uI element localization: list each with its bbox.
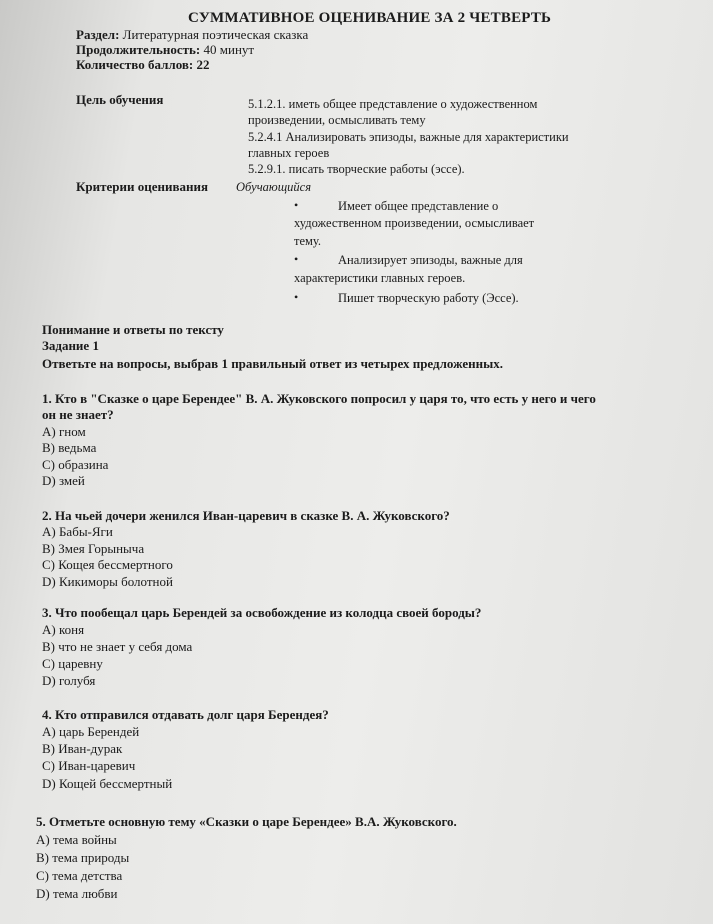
duration-line <box>76 42 254 58</box>
answer-option: C) царевну <box>42 656 103 671</box>
points-label: Количество баллов: <box>76 57 194 72</box>
section-line <box>76 27 308 43</box>
objective-line: 5.2.9.1. писать творческие работы (эссе). <box>248 162 465 176</box>
bullet-icon: • <box>294 290 299 304</box>
points-value: 22 <box>196 57 210 72</box>
points-line <box>76 57 209 73</box>
duration-value: 40 минут <box>203 42 255 57</box>
objective-line: главных героев <box>248 146 330 160</box>
answer-option: B) Змея Горыныча <box>42 541 145 556</box>
answer-option: C) Иван-царевич <box>42 758 136 773</box>
answer-option: A) тема войны <box>36 832 117 847</box>
answer-option: A) царь Берендей <box>42 724 140 739</box>
answer-option: C) образина <box>42 457 109 472</box>
answer-option: D) Кикиморы болотной <box>42 574 173 589</box>
section-value: Литературная поэтическая сказка <box>122 27 309 42</box>
duration-label: Продолжительность: <box>76 42 201 57</box>
criterion-line: Имеет общее представление о <box>338 199 499 213</box>
answer-option: A) Бабы-Яги <box>42 524 113 539</box>
criterion-line: тему. <box>294 234 322 248</box>
bullet-icon: • <box>294 252 299 266</box>
task-number: Задание 1 <box>42 338 99 353</box>
criterion-line: Анализирует эпизоды, важные для <box>338 253 523 267</box>
answer-option: A) коня <box>42 622 85 637</box>
answer-option: B) что не знает у себя дома <box>42 639 193 654</box>
answer-option: D) голубя <box>42 673 96 688</box>
task-instruction: Ответьте на вопросы, выбрав 1 правильный ответ из четырех предложенных. <box>42 356 503 371</box>
objective-line: произведении, осмысливать тему <box>248 113 426 127</box>
question-text: 3. Что пообещал царь Берендей за освобождение из колодца своей бороды? <box>42 605 482 620</box>
answer-option: D) змей <box>42 473 85 488</box>
criterion-line: Пишет творческую работу (Эссе). <box>338 291 519 305</box>
answer-option: B) Иван-дурак <box>42 741 123 756</box>
criteria-label: Критерии оценивания <box>76 179 209 194</box>
question-text: 1. Кто в "Сказке о царе Берендее" В. А. Жуковского попросил у царя то, что есть у него и чего <box>42 391 596 406</box>
answer-option: B) ведьма <box>42 440 97 455</box>
answer-option: B) тема природы <box>36 850 130 865</box>
objective-line: 5.1.2.1. иметь общее представление о художественном <box>248 97 538 111</box>
learner-label: Обучающийся <box>236 180 312 194</box>
criterion-line: художественном произведении, осмысливает <box>294 216 535 230</box>
answer-option: D) тема любви <box>36 886 118 901</box>
task-heading: Понимание и ответы по тексту <box>42 322 224 337</box>
question-text: 4. Кто отправился отдавать долг царя Берендея? <box>42 707 329 722</box>
answer-option: D) Кощей бессмертный <box>42 776 173 791</box>
question-text: 5. Отметьте основную тему «Сказки о царе Берендее» В.А. Жуковского. <box>36 814 457 829</box>
section-label: Раздел: <box>76 27 120 42</box>
bullet-icon: • <box>294 198 299 212</box>
answer-option: C) тема детства <box>36 868 123 883</box>
criterion-line: характеристики главных героев. <box>294 271 466 285</box>
objective-line: 5.2.4.1 Анализировать эпизоды, важные для характеристики <box>248 130 569 144</box>
objectives-label: Цель обучения <box>76 92 164 107</box>
page-title: СУММАТИВНОЕ ОЦЕНИВАНИЕ ЗА 2 ЧЕТВЕРТЬ <box>188 10 552 26</box>
question-text: он не знает? <box>42 407 114 422</box>
answer-option: C) Кощея бессмертного <box>42 557 173 572</box>
question-text: 2. На чьей дочери женился Иван-царевич в сказке В. А. Жуковского? <box>42 508 450 523</box>
answer-option: A) гном <box>42 424 86 439</box>
